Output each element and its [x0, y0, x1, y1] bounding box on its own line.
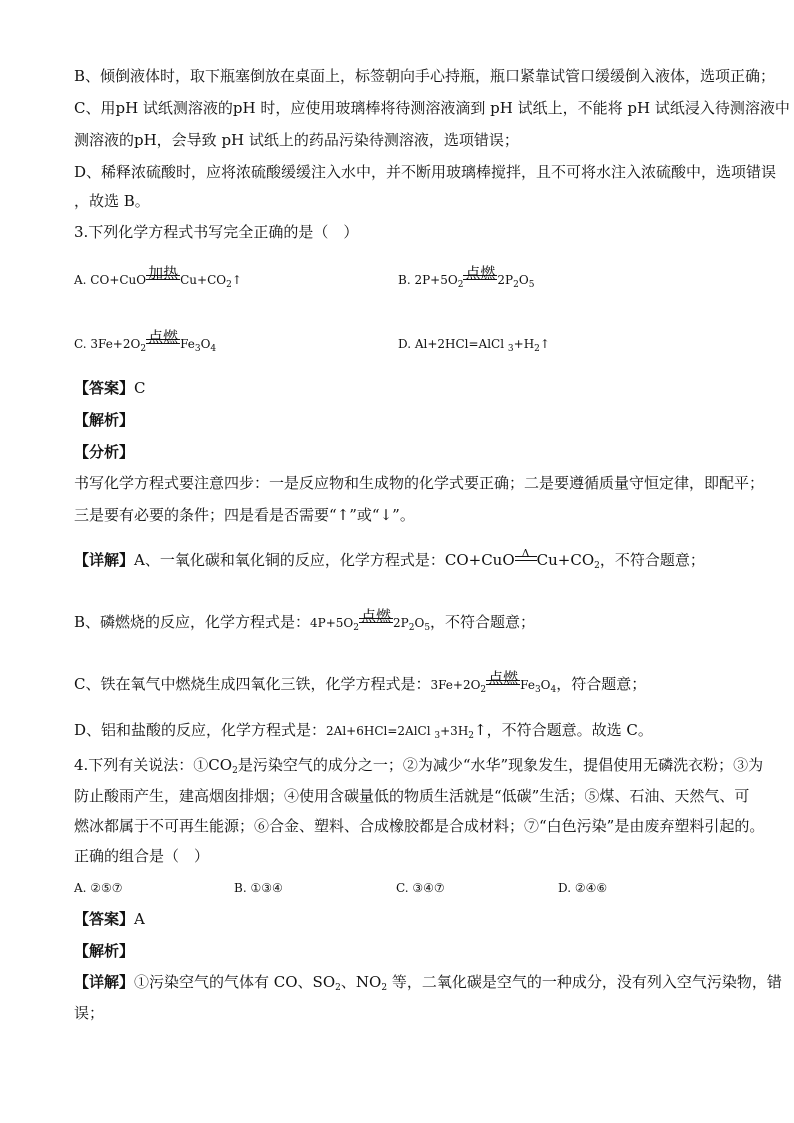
- q4-option-d: D. ②④⑥: [558, 881, 608, 895]
- text-line: 误；: [74, 1004, 105, 1022]
- text-line: 燃冰都属于不可再生能源；⑥合金、塑料、合成橡胶都是合成材料；⑦“白色污染”是由废弃塑料引起的。: [74, 817, 765, 835]
- text-line: 测溶液的pH，会导致 pH 试纸上的药品污染待测溶液，选项错误；: [74, 131, 519, 149]
- q3-fenxi-label: 【分析】: [74, 443, 135, 461]
- q3-detail-c: C、铁在氧气中燃烧生成四氧化三铁，化学方程式是：$3Fe+2O_2$ 点燃 $Fe_3O_4$，符合题意；: [74, 669, 647, 695]
- q3-detail-a: 【详解】A、一氧化碳和氧化铜的反应，化学方程式是：CO+CuO Δ $Cu+CO_2$，不符合题意；: [74, 547, 705, 571]
- text-line: 三是要有必要的条件；四是看是否需要“↑”或“↓”。: [74, 506, 415, 524]
- text-line: B、倾倒液体时，取下瓶塞倒放在桌面上，标签朝向手心持瓶，瓶口紧靠试管口缓缓倒入液体，选项正确；: [74, 67, 776, 85]
- reaction-condition: 点燃: [148, 328, 179, 346]
- reaction-condition: 加热: [148, 264, 179, 282]
- text-line: 书写化学方程式要注意四步：一是反应物和生成物的化学式要正确；二是要遵循质量守恒定律，即配平；: [74, 474, 765, 492]
- q3-detail-b: B、磷燃烧的反应，化学方程式是：$4P+5O_2$ 点燃 $2P_2O_5$，不符合题意；: [74, 607, 536, 633]
- q4-option-c: C. ③④⑦: [396, 881, 445, 895]
- text-line: C、用pH 试纸测溶液的pH 时，应使用玻璃棒将待测溶液滴到 pH 试纸上，不能将 pH 试纸浸入待测溶液中: [74, 99, 790, 117]
- q4-detail: 【详解】①污染空气的气体有 CO、$SO_2$、$NO_2$ 等，二氧化碳是空气的一种成分，没有列入空气污染物，错: [74, 973, 782, 993]
- q4-option-b: B. ①③④: [234, 881, 283, 895]
- q3-option-a: A. CO+CuO 加热 $Cu+CO_2↑$: [74, 264, 242, 290]
- q3-option-d: D. Al+2HCl=AlCl $_3+H_2↑$: [398, 337, 550, 354]
- q4-answer: 【答案】A: [74, 910, 145, 928]
- reaction-condition: Δ: [515, 550, 537, 570]
- text-line: 防止酸雨产生，建高烟囱排烟；④使用含碳量低的物质生活就是“低碳”生活；⑤煤、石油、天然气、可: [74, 787, 750, 805]
- question-4-stem: 4.下列有关说法：$①CO_2$是污染空气的成分之一；②为减少“水华”现象发生，提倡使用无磷洗衣粉；③为: [74, 756, 764, 776]
- q3-analysis-label: 【解析】: [74, 411, 135, 429]
- question-3-stem: 3.下列化学方程式书写完全正确的是（ ）: [74, 223, 359, 241]
- reaction-condition: 点燃: [488, 669, 519, 687]
- reaction-condition: 点燃: [465, 264, 496, 282]
- text-line: 正确的组合是（ ）: [74, 847, 210, 865]
- text-line: D、稀释浓硫酸时，应将浓硫酸缓缓注入水中，并不断用玻璃棒搅拌，且不可将水注入浓硫酸中，选项错误: [74, 163, 777, 181]
- q3-option-b: B. $2P+5O_2$ 点燃 $2P_2O_5$: [398, 264, 535, 290]
- q4-analysis-label: 【解析】: [74, 942, 135, 960]
- q3-detail-d: D、铝和盐酸的反应，化学方程式是：2Al+6HCl=2AlCl $_3+3H_2↑$，不符合题意。故选 C。: [74, 721, 653, 741]
- reaction-condition: 点燃: [361, 607, 392, 625]
- q3-option-c: C. $3Fe+2O_2$ 点燃 $Fe_3O_4$: [74, 328, 217, 354]
- q4-option-a: A. ②⑤⑦: [74, 881, 123, 895]
- text-line: ，故选 B。: [74, 192, 150, 210]
- q3-answer: 【答案】C: [74, 379, 146, 397]
